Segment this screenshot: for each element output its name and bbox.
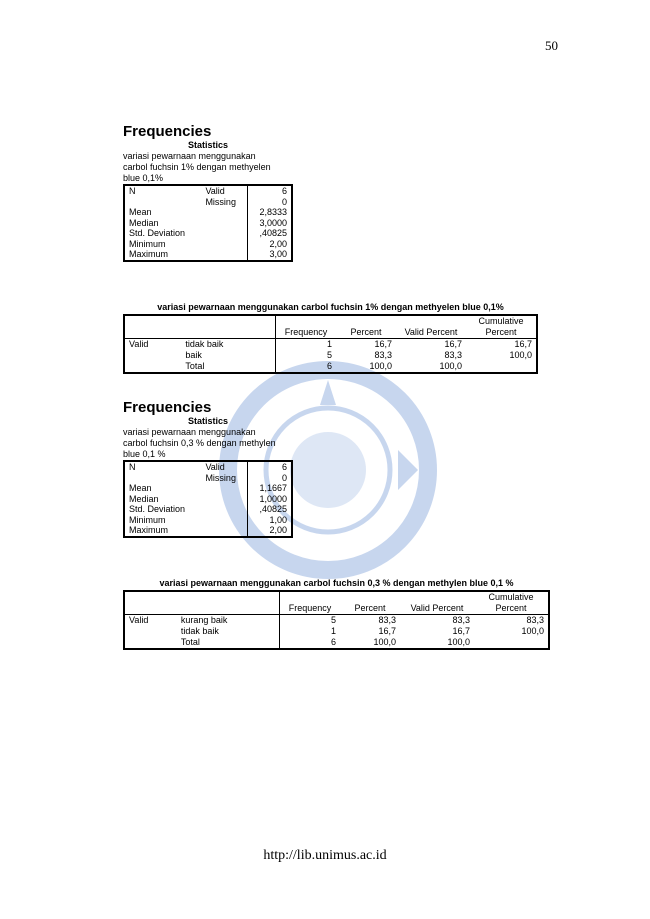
- blank-header: [124, 591, 280, 615]
- table-row: Mean 1,1667: [124, 483, 292, 494]
- variable-line: carbol fuchsin 1% dengan methyelen: [123, 162, 271, 172]
- frequencies-section-2: [123, 400, 298, 538]
- statistics-variable: [123, 427, 298, 460]
- table-row: N Valid 6: [124, 461, 292, 473]
- frequency-table: [123, 314, 538, 374]
- header-frequency: Frequency: [280, 591, 341, 615]
- table-row: Valid tidak baik 1 16,7 16,7 16,7: [129, 339, 532, 349]
- frequency-table-section-2: [123, 578, 550, 650]
- header-valid-percent: Valid Percent: [400, 591, 474, 615]
- statistics-variable: [123, 151, 298, 184]
- table-row: Std. Deviation ,40825: [124, 504, 292, 515]
- header-percent: Percent: [340, 591, 400, 615]
- table-row: Total 6 100,0 100,0: [185, 361, 462, 371]
- header-cumulative-percent: Cumulative Percent: [474, 591, 549, 615]
- section-heading: Frequencies: [123, 399, 212, 416]
- table-row: Valid kurang baik 5 83,3 83,3 83,3: [129, 615, 544, 625]
- variable-line: carbol fuchsin 0,3 % dengan methylen: [123, 438, 276, 448]
- table-row: Std. Deviation ,40825: [124, 228, 292, 239]
- variable-line: variasi pewarnaan menggunakan: [123, 151, 256, 161]
- statistics-table: [123, 184, 293, 262]
- table-header-row: [124, 315, 537, 339]
- statistics-title: Statistics: [187, 416, 229, 426]
- page-number: 50: [545, 38, 558, 53]
- table-row: Minimum 1,00: [124, 515, 292, 526]
- section-heading: Frequencies: [123, 123, 212, 140]
- table-row: Missing 0: [124, 197, 292, 208]
- header-cumulative-percent: Cumulative Percent: [466, 315, 537, 339]
- table-row: tidak baik 1 16,7 16,7 100,0: [180, 626, 544, 636]
- frequency-table: [123, 590, 550, 650]
- table-row: Mean 2,8333: [124, 207, 292, 218]
- table-row: Total 6 100,0 100,0: [180, 637, 470, 647]
- table-row: Median 3,0000: [124, 218, 292, 229]
- frequency-table-section-1: [123, 302, 538, 374]
- variable-line: blue 0,1 %: [123, 449, 166, 459]
- frequency-table-title: variasi pewarnaan menggunakan carbol fuchsin 1% dengan methyelen blue 0,1%: [157, 302, 504, 312]
- table-row: Missing 0: [124, 473, 292, 484]
- statistics-table: [123, 460, 293, 538]
- frequencies-section-1: [123, 124, 298, 262]
- footer-url: http://lib.unimus.ac.id: [263, 848, 387, 863]
- table-row: Minimum 2,00: [124, 239, 292, 250]
- header-frequency: Frequency: [276, 315, 337, 339]
- table-row: Median 1,0000: [124, 494, 292, 505]
- header-valid-percent: Valid Percent: [396, 315, 466, 339]
- frequency-table-title: variasi pewarnaan menggunakan carbol fuchsin 0,3 % dengan methylen blue 0,1 %: [159, 578, 514, 588]
- table-header-row: [124, 591, 549, 615]
- variable-line: variasi pewarnaan menggunakan: [123, 427, 256, 437]
- table-row: Maximum 2,00: [124, 525, 292, 537]
- blank-header: [124, 315, 276, 339]
- table-row: Maximum 3,00: [124, 249, 292, 261]
- table-row: N Valid 6: [124, 185, 292, 197]
- table-row: baik 5 83,3 83,3 100,0: [185, 350, 532, 360]
- statistics-title: Statistics: [187, 140, 229, 150]
- variable-line: blue 0,1%: [123, 173, 164, 183]
- header-percent: Percent: [336, 315, 396, 339]
